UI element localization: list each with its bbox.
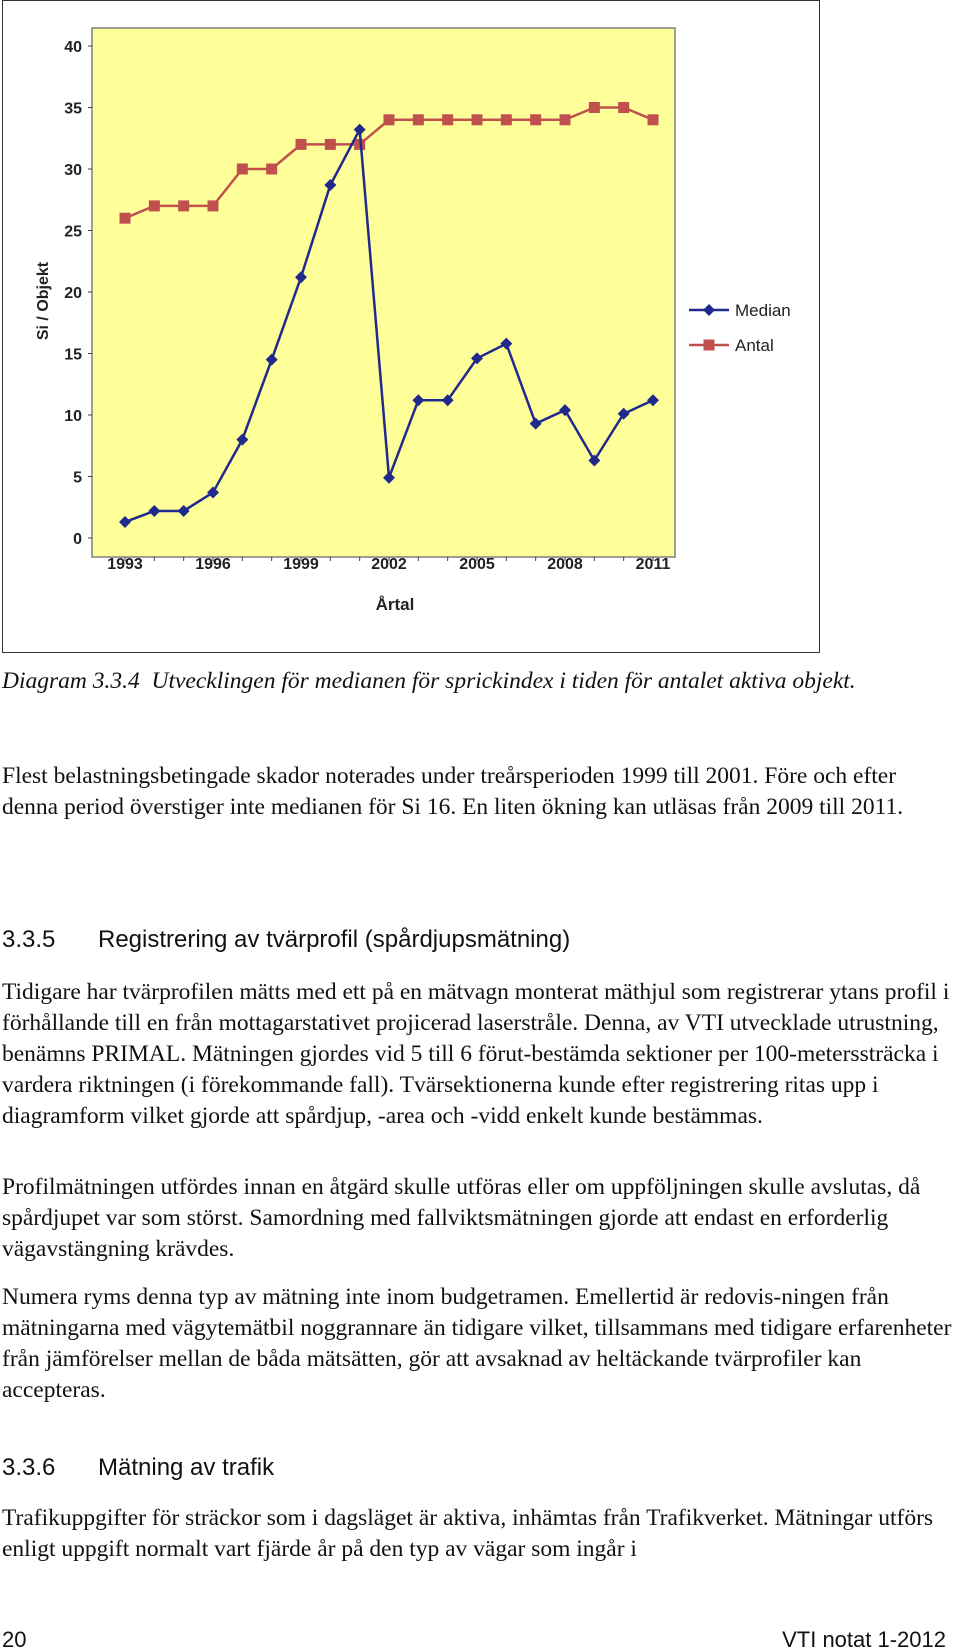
paragraph: Numera ryms denna typ av mätning inte inom budgetramen. Emellertid är redovis-ningen från mätningarna med vägytemätbil noggrannare än tidigare vilket, tillsammans med tidigare erfarenheter från jämförelser mellan de båda mätsätten, gör att avsaknad av heltäckande tvärprofiler kan accepteras.: [2, 1284, 952, 1403]
x-tick-label: 1993: [107, 556, 143, 573]
legend-item-median: [689, 301, 791, 320]
data-point: [178, 200, 189, 211]
data-point: [149, 200, 160, 211]
figure-caption: [2, 666, 932, 697]
data-point: [648, 114, 659, 125]
section-number: 3.3.6: [2, 1454, 56, 1481]
x-axis-ticks: [107, 556, 670, 573]
y-tick-label: 25: [64, 223, 82, 241]
caption-text: Utvecklingen för medianen för sprickindex i tiden för antalet aktiva objekt.: [151, 668, 856, 694]
y-tick-label: 40: [64, 39, 82, 56]
data-point: [325, 139, 336, 150]
section-heading-3-3-6: [2, 1453, 274, 1483]
data-point: [266, 164, 277, 175]
data-point: [589, 102, 600, 113]
paragraph: Profilmätningen utfördes innan en åtgärd skulle utföras eller om uppföljningen skulle avslutas, då spårdjupet var som störst. Samordning med fallviktsmätningen gjorde att endast en erforderlig vägavstängning krävdes.: [2, 1174, 921, 1262]
data-point: [618, 102, 629, 113]
x-tick-label: 2008: [547, 556, 583, 573]
y-tick-label: 35: [64, 100, 82, 118]
section-title: Mätning av trafik: [98, 1454, 275, 1481]
x-tick-label: 1999: [283, 556, 319, 573]
section-number: 3.3.5: [2, 926, 56, 953]
x-axis-label: Årtal: [375, 595, 415, 614]
paragraph: Tidigare har tvärprofilen mätts med ett på en mätvagn monterat mäthjul som registrerar ytans profil i förhållande till en från mottagarstativet projicerad laserstråle. Denna, av VTI utvecklade utrustning, benämns PRIMAL. Mätningen gjordes vid 5 till 6 förut-bestämda sektioner per 100-meterssträcka i vardera riktningen (i förekommande fall). Tvärsektionerna kunde efter registrering ritas upp i diagramform vilket gjorde att spårdjup, -area och -vidd enkelt kunde bestämmas.: [2, 979, 950, 1129]
y-axis-label: Si / Objekt: [35, 261, 52, 341]
section-title: Registrering av tvärprofil (spårdjupsmätning): [98, 926, 571, 953]
y-tick-label: 5: [73, 469, 82, 487]
page-number: 20: [2, 1627, 27, 1652]
legend-label: Antal: [735, 336, 774, 355]
data-point: [120, 213, 131, 224]
y-tick-label: 15: [64, 346, 82, 364]
paragraph: Trafikuppgifter för sträckor som i dagsläget är aktiva, inhämtas från Trafikverket. Mätningar utförs enligt uppgift normalt vart fjärde år på den typ av vägar som ingår i: [2, 1505, 934, 1562]
y-axis-ticks: [64, 39, 92, 548]
line-chart: [3, 1, 821, 654]
section-heading-3-3-5: [2, 925, 570, 955]
x-tick-label: 2005: [459, 556, 495, 573]
y-tick-label: 10: [64, 408, 82, 425]
data-point: [384, 114, 395, 125]
y-tick-label: 20: [64, 285, 82, 302]
data-point: [501, 114, 512, 125]
legend-marker: [703, 304, 715, 316]
x-tick-label: 2002: [371, 556, 407, 573]
data-point: [208, 200, 219, 211]
legend-marker: [704, 340, 715, 351]
paragraph: Flest belastningsbetingade skador noterades under treårsperioden 1999 till 2001. Före och efter denna period överstiger inte medianen för Si 16. En liten ökning kan utläsas från 2009 till 2011.: [2, 763, 904, 820]
x-tick-label: 2011: [635, 556, 671, 573]
report-id: VTI notat 1-2012: [782, 1627, 946, 1652]
y-tick-label: 30: [64, 162, 82, 179]
y-tick-label: 0: [73, 531, 82, 548]
legend-item-antal: [689, 336, 774, 355]
caption-label: Diagram 3.3.4: [2, 668, 140, 694]
data-point: [237, 164, 248, 175]
data-point: [296, 139, 307, 150]
legend-label: Median: [735, 301, 791, 320]
data-point: [560, 114, 571, 125]
data-point: [472, 114, 483, 125]
data-point: [442, 114, 453, 125]
chart-figure: [2, 0, 820, 653]
legend: [689, 301, 791, 355]
data-point: [530, 114, 541, 125]
x-tick-label: 1996: [195, 556, 231, 573]
data-point: [413, 114, 424, 125]
